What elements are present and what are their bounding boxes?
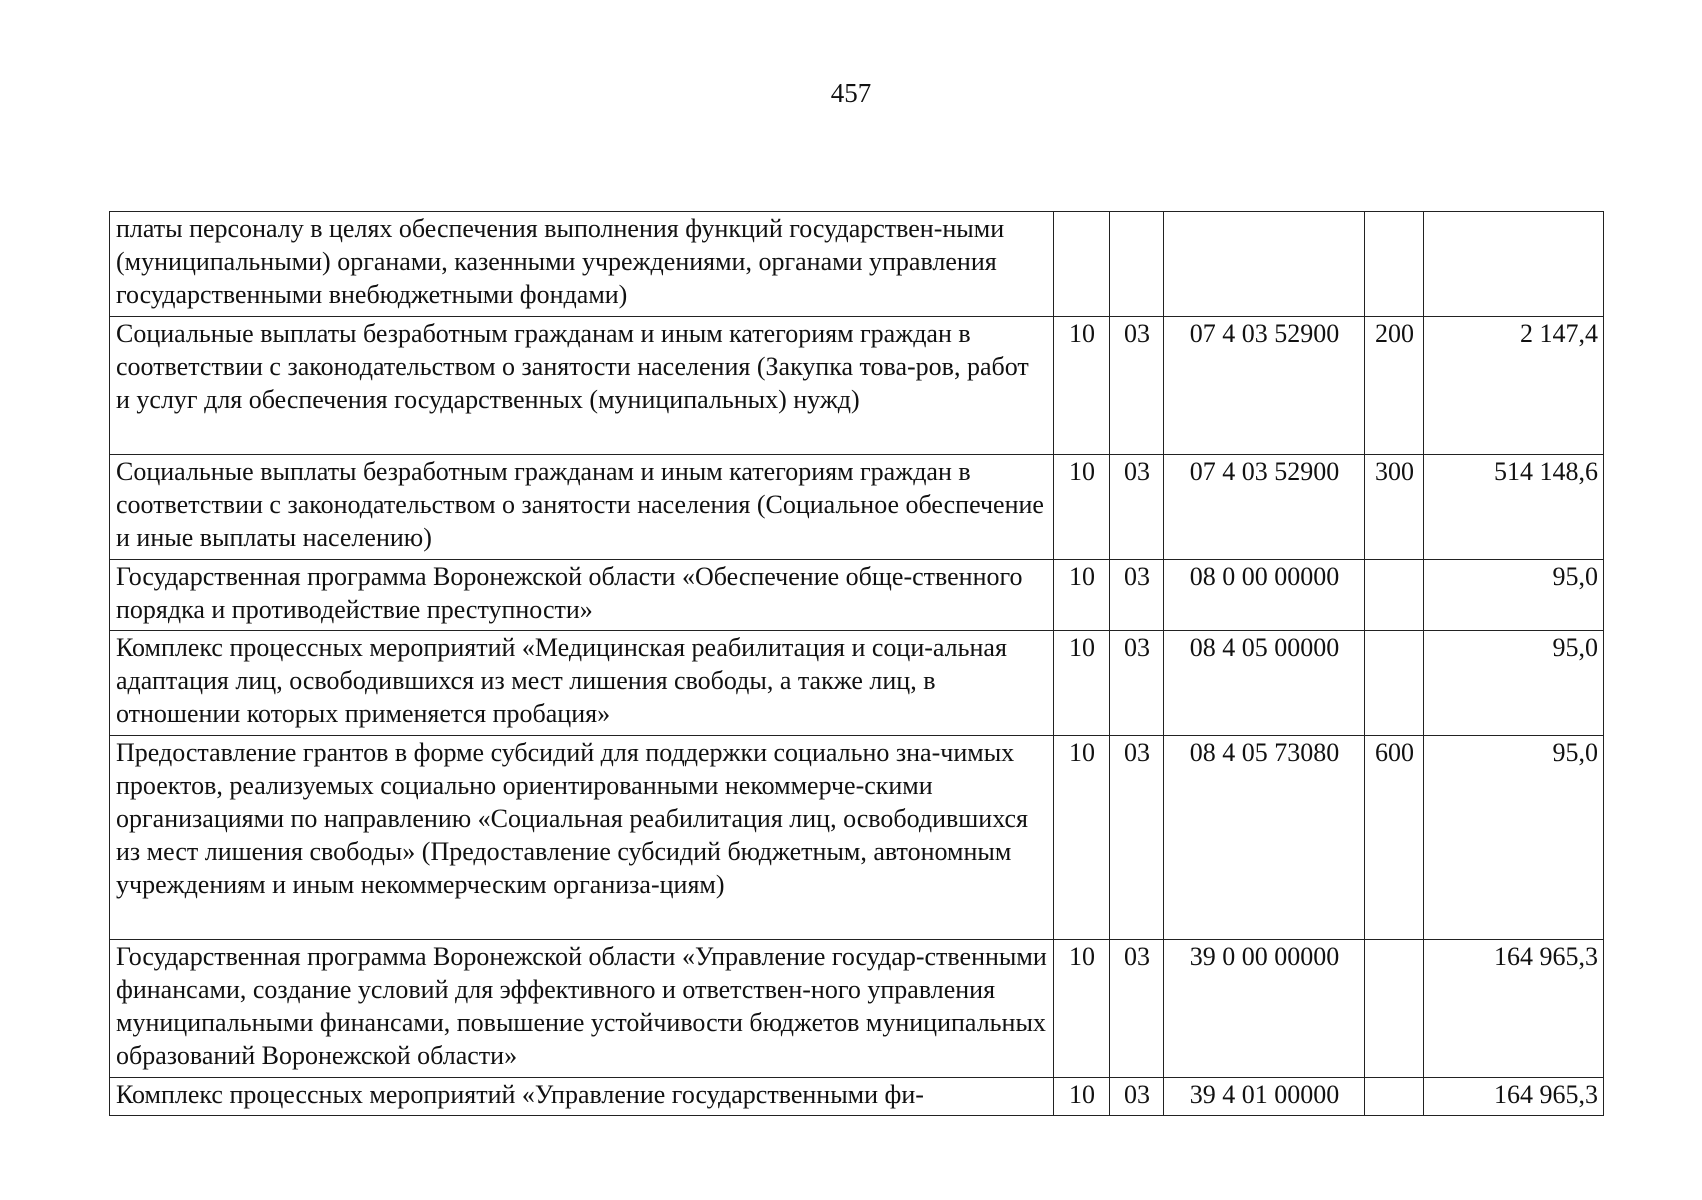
row-expense-type	[1365, 560, 1424, 631]
table-row	[110, 1078, 1604, 1116]
row-target-code: 39 4 01 00000	[1164, 1078, 1365, 1116]
row-expense-type	[1365, 940, 1424, 1078]
row-target-code: 07 4 03 52900	[1164, 455, 1365, 560]
row-section: 10	[1054, 455, 1110, 560]
table-row	[110, 631, 1604, 736]
row-description: Государственная программа Воронежской области «Обеспечение обще-ственного порядка и противодействие преступности»	[110, 560, 1054, 631]
row-expense-type	[1365, 1078, 1424, 1116]
row-amount: 95,0	[1424, 560, 1604, 631]
row-section: 10	[1054, 736, 1110, 940]
row-subsection: 03	[1110, 736, 1164, 940]
row-expense-type: 600	[1365, 736, 1424, 940]
row-subsection: 03	[1110, 317, 1164, 455]
budget-table-body	[110, 212, 1604, 1116]
row-section: 10	[1054, 631, 1110, 736]
row-description: Комплекс процессных мероприятий «Медицинская реабилитация и соци-альная адаптация лиц, освободившихся из мест лишения свободы, а также лиц, в отношении которых применяется пробация»	[110, 631, 1054, 736]
row-description: Социальные выплаты безработным гражданам и иным категориям граждан в соответствии с законодательством о занятости населения (Социальное обеспечение и иные выплаты населению)	[110, 455, 1054, 560]
row-subsection: 03	[1110, 940, 1164, 1078]
row-description: Предоставление грантов в форме субсидий для поддержки социально зна-чимых проектов, реализуемых социально ориентированными некоммерче-скими организациями по направлению «Социальная реабилитация лиц, освободившихся из мест лишения свободы» (Предоставление субсидий бюджетным, автономным учреждениям и иным некоммерческим организа-циям)	[110, 736, 1054, 940]
page-number: 457	[830, 78, 872, 108]
table-row	[110, 560, 1604, 631]
row-expense-type	[1365, 212, 1424, 317]
row-amount: 164 965,3	[1424, 1078, 1604, 1116]
row-amount	[1424, 212, 1604, 317]
budget-table	[109, 211, 1604, 1116]
row-section	[1054, 212, 1110, 317]
row-subsection: 03	[1110, 631, 1164, 736]
table-row	[110, 455, 1604, 560]
row-description: Комплекс процессных мероприятий «Управление государственными фи-	[110, 1078, 1054, 1116]
row-amount: 95,0	[1424, 631, 1604, 736]
row-subsection: 03	[1110, 1078, 1164, 1116]
row-description: Государственная программа Воронежской области «Управление государ-ственными финансами, создание условий для эффективного и ответствен-ного управления муниципальными финансами, повышение устойчивости бюджетов муниципальных образований Воронежской области»	[110, 940, 1054, 1078]
row-target-code: 39 0 00 00000	[1164, 940, 1365, 1078]
row-section: 10	[1054, 317, 1110, 455]
row-target-code: 07 4 03 52900	[1164, 317, 1365, 455]
row-amount: 95,0	[1424, 736, 1604, 940]
table-row	[110, 736, 1604, 940]
table-row	[110, 940, 1604, 1078]
row-description: Социальные выплаты безработным гражданам и иным категориям граждан в соответствии с законодательством о занятости населения (Закупка това-ров, работ и услуг для обеспечения государственных (муниципальных) нужд)	[110, 317, 1054, 455]
row-amount: 164 965,3	[1424, 940, 1604, 1078]
row-amount: 2 147,4	[1424, 317, 1604, 455]
table-row	[110, 212, 1604, 317]
row-section: 10	[1054, 560, 1110, 631]
table-row	[110, 317, 1604, 455]
row-subsection: 03	[1110, 455, 1164, 560]
row-expense-type: 300	[1365, 455, 1424, 560]
row-expense-type: 200	[1365, 317, 1424, 455]
row-section: 10	[1054, 940, 1110, 1078]
row-target-code: 08 4 05 73080	[1164, 736, 1365, 940]
row-target-code: 08 4 05 00000	[1164, 631, 1365, 736]
row-target-code: 08 0 00 00000	[1164, 560, 1365, 631]
row-subsection: 03	[1110, 560, 1164, 631]
row-section: 10	[1054, 1078, 1110, 1116]
row-target-code	[1164, 212, 1365, 317]
row-subsection	[1110, 212, 1164, 317]
row-description: платы персоналу в целях обеспечения выполнения функций государствен-ными (муниципальными) органами, казенными учреждениями, органами управления государственными внебюджетными фондами)	[110, 212, 1054, 317]
row-expense-type	[1365, 631, 1424, 736]
row-amount: 514 148,6	[1424, 455, 1604, 560]
